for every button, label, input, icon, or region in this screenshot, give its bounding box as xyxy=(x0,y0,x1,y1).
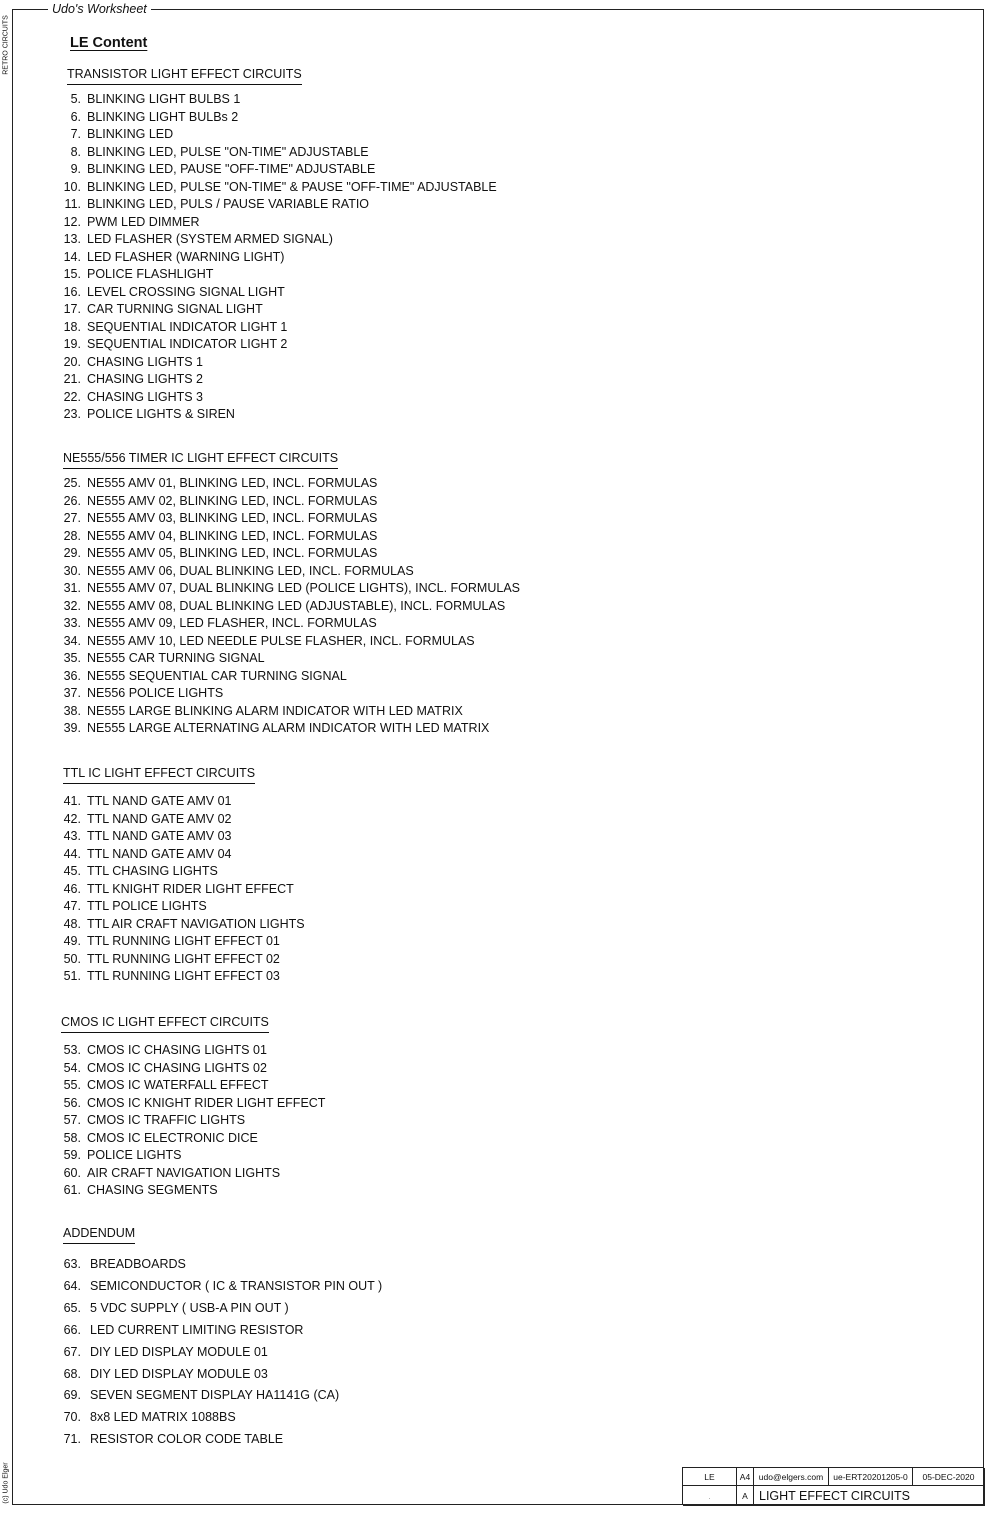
item-number: 44. xyxy=(63,846,81,861)
list-item xyxy=(62,969,280,984)
list-item xyxy=(62,917,305,932)
item-number: 23. xyxy=(63,407,81,421)
list-item xyxy=(62,794,231,809)
list-item xyxy=(62,1043,267,1058)
item-number: 39. xyxy=(63,721,81,735)
item-number: 41. xyxy=(63,794,81,808)
list-item xyxy=(62,952,280,967)
item-number: 42. xyxy=(63,811,81,826)
item-title: BLINKING LED, PAUSE "OFF-TIME" ADJUSTABLE xyxy=(87,162,376,176)
item-title: TTL RUNNING LIGHT EFFECT 02 xyxy=(87,951,280,966)
item-number: 66. xyxy=(63,1322,81,1337)
item-title: SEQUENTIAL INDICATOR LIGHT 2 xyxy=(87,337,288,351)
item-number: 34. xyxy=(63,633,81,648)
section-heading: TRANSISTOR LIGHT EFFECT CIRCUITS xyxy=(67,67,302,85)
item-number: 57. xyxy=(63,1113,81,1127)
item-number: 48. xyxy=(63,916,81,931)
item-number: 27. xyxy=(63,511,81,525)
item-number: 6. xyxy=(70,109,81,124)
list-item xyxy=(62,829,231,844)
item-number: 67. xyxy=(63,1344,81,1359)
item-number: 29. xyxy=(63,546,81,560)
list-item xyxy=(62,1410,236,1425)
list-item xyxy=(62,1432,283,1447)
section-heading: CMOS IC LIGHT EFFECT CIRCUITS xyxy=(61,1015,269,1033)
list-item xyxy=(62,145,369,160)
item-number: 43. xyxy=(63,829,81,843)
list-item xyxy=(62,1323,303,1338)
item-number: 59. xyxy=(63,1148,81,1162)
item-title: TTL CHASING LIGHTS xyxy=(87,864,218,878)
list-item xyxy=(62,1148,181,1163)
item-title: NE555 AMV 08, DUAL BLINKING LED (ADJUSTABLE), INCL. FORMULAS xyxy=(87,598,506,613)
list-item xyxy=(62,1078,269,1093)
item-title: NE555 CAR TURNING SIGNAL xyxy=(87,651,265,665)
item-number: 5. xyxy=(70,92,81,106)
item-number: 71. xyxy=(63,1432,81,1447)
page-title: LE Content xyxy=(70,35,148,51)
list-item xyxy=(62,180,497,195)
list-item xyxy=(62,1367,268,1382)
item-title: LED FLASHER (WARNING LIGHT) xyxy=(87,249,285,264)
list-item xyxy=(62,494,377,509)
item-number: 45. xyxy=(63,864,81,878)
item-title: TTL NAND GATE AMV 01 xyxy=(87,794,232,808)
item-title: DIY LED DISPLAY MODULE 01 xyxy=(90,1344,268,1359)
item-number: 68. xyxy=(63,1366,81,1381)
list-item xyxy=(62,92,240,107)
item-title: NE555 AMV 04, BLINKING LED, INCL. FORMULAS xyxy=(87,528,378,543)
item-number: 47. xyxy=(63,899,81,913)
list-item xyxy=(62,267,213,282)
list-item xyxy=(62,1131,258,1146)
item-number: 21. xyxy=(63,372,81,386)
item-title: TTL NAND GATE AMV 03 xyxy=(87,829,232,843)
item-title: NE555 AMV 03, BLINKING LED, INCL. FORMULAS xyxy=(87,511,378,525)
title-block-revision: A xyxy=(737,1486,754,1506)
item-title: POLICE LIGHTS xyxy=(87,1148,182,1162)
list-item xyxy=(62,127,173,142)
item-number: 25. xyxy=(63,476,81,490)
list-item xyxy=(62,704,463,719)
title-block-date: 05-DEC-2020 xyxy=(913,1468,985,1486)
item-title: BLINKING LED xyxy=(87,127,174,141)
list-item xyxy=(62,390,203,405)
item-title: NE555 SEQUENTIAL CAR TURNING SIGNAL xyxy=(87,668,347,683)
list-item xyxy=(62,1096,325,1111)
item-title: BLINKING LED, PULSE "ON-TIME" ADJUSTABLE xyxy=(87,144,369,159)
list-item xyxy=(62,1113,245,1128)
section-heading: NE555/556 TIMER IC LIGHT EFFECT CIRCUITS xyxy=(63,451,338,469)
item-number: 63. xyxy=(63,1257,81,1271)
list-item xyxy=(62,899,207,914)
item-title: BLINKING LED, PULSE "ON-TIME" & PAUSE "OFF-TIME" ADJUSTABLE xyxy=(87,179,497,194)
item-title: NE555 LARGE ALTERNATING ALARM INDICATOR WITH LED MATRIX xyxy=(87,721,490,735)
item-title: DIY LED DISPLAY MODULE 03 xyxy=(90,1366,268,1381)
item-title: CMOS IC CHASING LIGHTS 02 xyxy=(87,1060,267,1075)
item-title: TTL NAND GATE AMV 04 xyxy=(87,846,232,861)
item-title: CMOS IC TRAFFIC LIGHTS xyxy=(87,1113,246,1127)
item-title: TTL RUNNING LIGHT EFFECT 03 xyxy=(87,969,280,983)
item-number: 15. xyxy=(63,267,81,281)
item-number: 53. xyxy=(63,1043,81,1057)
item-title: SEMICONDUCTOR ( IC & TRANSISTOR PIN OUT ) xyxy=(90,1278,383,1293)
item-title: BLINKING LIGHT BULBs 2 xyxy=(87,109,239,124)
list-item xyxy=(62,847,231,862)
item-title: CMOS IC WATERFALL EFFECT xyxy=(87,1078,269,1092)
list-item xyxy=(62,476,377,491)
item-title: CMOS IC CHASING LIGHTS 01 xyxy=(87,1043,267,1057)
item-number: 46. xyxy=(63,881,81,896)
item-title: SEQUENTIAL INDICATOR LIGHT 1 xyxy=(87,319,288,334)
item-number: 18. xyxy=(63,319,81,334)
item-title: NE556 POLICE LIGHTS xyxy=(87,686,224,700)
frame-title: Udo's Worksheet xyxy=(48,2,151,16)
list-item xyxy=(62,1345,268,1360)
item-title: BLINKING LIGHT BULBS 1 xyxy=(87,92,241,106)
list-item xyxy=(62,302,263,317)
item-title: 8x8 LED MATRIX 1088BS xyxy=(90,1410,236,1425)
item-title: CHASING LIGHTS 1 xyxy=(87,354,203,369)
item-number: 70. xyxy=(63,1410,81,1425)
title-block-email: udo@elgers.com xyxy=(754,1468,829,1486)
item-number: 58. xyxy=(63,1130,81,1145)
list-item xyxy=(62,651,265,666)
list-item xyxy=(62,197,369,212)
list-item xyxy=(62,1301,289,1316)
item-number: 10. xyxy=(63,179,81,194)
item-number: 51. xyxy=(63,969,81,983)
item-number: 35. xyxy=(63,651,81,665)
item-title: NE555 AMV 01, BLINKING LED, INCL. FORMULAS xyxy=(87,476,378,490)
item-number: 11. xyxy=(64,197,81,211)
item-title: NE555 AMV 02, BLINKING LED, INCL. FORMULAS xyxy=(87,493,378,508)
list-item xyxy=(62,285,285,300)
item-title: NE555 AMV 07, DUAL BLINKING LED (POLICE LIGHTS), INCL. FORMULAS xyxy=(87,581,520,595)
item-title: AIR CRAFT NAVIGATION LIGHTS xyxy=(87,1165,281,1180)
item-title: NE555 LARGE BLINKING ALARM INDICATOR WITH LED MATRIX xyxy=(87,703,463,718)
item-number: 12. xyxy=(63,214,81,229)
item-title: TTL NAND GATE AMV 02 xyxy=(87,811,232,826)
item-title: CHASING LIGHTS 2 xyxy=(87,372,203,386)
list-item xyxy=(62,1279,382,1294)
item-title: POLICE FLASHLIGHT xyxy=(87,267,214,281)
item-title: RESISTOR COLOR CODE TABLE xyxy=(90,1432,284,1447)
title-block-title: LIGHT EFFECT CIRCUITS xyxy=(754,1486,985,1506)
item-number: 54. xyxy=(63,1060,81,1075)
list-item xyxy=(62,564,414,579)
list-item xyxy=(62,599,505,614)
item-number: 13. xyxy=(63,232,81,246)
item-number: 55. xyxy=(63,1078,81,1092)
item-number: 32. xyxy=(63,598,81,613)
title-block xyxy=(682,1467,984,1505)
list-item xyxy=(62,812,231,827)
item-title: CMOS IC KNIGHT RIDER LIGHT EFFECT xyxy=(87,1095,326,1110)
item-number: 31. xyxy=(63,581,81,595)
list-item xyxy=(62,1061,267,1076)
list-item xyxy=(62,355,203,370)
item-title: CAR TURNING SIGNAL LIGHT xyxy=(87,302,263,316)
item-number: 19. xyxy=(63,337,81,351)
section-heading: ADDENDUM xyxy=(63,1226,135,1244)
list-item xyxy=(62,511,377,526)
item-title: LED CURRENT LIMITING RESISTOR xyxy=(90,1322,304,1337)
list-item xyxy=(62,529,377,544)
title-block-size: A4 xyxy=(737,1468,754,1486)
list-item xyxy=(62,1257,186,1272)
item-number: 30. xyxy=(63,563,81,578)
item-number: 9. xyxy=(70,162,81,176)
list-item xyxy=(62,864,218,879)
item-title: PWM LED DIMMER xyxy=(87,214,200,229)
title-block-sheet: . xyxy=(683,1486,737,1506)
item-number: 14. xyxy=(63,249,81,264)
item-title: NE555 AMV 10, LED NEEDLE PULSE FLASHER, INCL. FORMULAS xyxy=(87,633,475,648)
list-item xyxy=(62,1183,218,1198)
section-heading: TTL IC LIGHT EFFECT CIRCUITS xyxy=(63,766,255,784)
item-number: 56. xyxy=(63,1095,81,1110)
item-number: 38. xyxy=(63,703,81,718)
list-item xyxy=(62,581,520,596)
item-title: 5 VDC SUPPLY ( USB-A PIN OUT ) xyxy=(90,1300,289,1315)
item-number: 60. xyxy=(63,1165,81,1180)
item-number: 37. xyxy=(63,686,81,700)
list-item xyxy=(62,686,223,701)
side-label-top: RETRO CIRCUITS xyxy=(2,15,10,75)
list-item xyxy=(62,232,333,247)
list-item xyxy=(62,546,377,561)
item-number: 61. xyxy=(63,1183,81,1197)
item-number: 28. xyxy=(63,528,81,543)
item-title: SEVEN SEGMENT DISPLAY HA1141G (CA) xyxy=(90,1388,340,1403)
item-number: 26. xyxy=(63,493,81,508)
list-item xyxy=(62,721,489,736)
item-number: 17. xyxy=(63,302,81,316)
title-block-code: LE xyxy=(683,1468,737,1486)
list-item xyxy=(62,215,200,230)
list-item xyxy=(62,882,294,897)
item-number: 49. xyxy=(63,934,81,948)
item-title: TTL RUNNING LIGHT EFFECT 01 xyxy=(87,934,280,948)
title-block-doc-id: ue-ERT20201205-0 xyxy=(829,1468,913,1486)
item-number: 20. xyxy=(63,354,81,369)
item-number: 22. xyxy=(63,389,81,404)
list-item xyxy=(62,934,280,949)
item-number: 16. xyxy=(63,284,81,299)
item-title: LED FLASHER (SYSTEM ARMED SIGNAL) xyxy=(87,232,333,246)
item-title: CHASING LIGHTS 3 xyxy=(87,389,203,404)
item-number: 8. xyxy=(70,144,81,159)
item-title: NE555 AMV 09, LED FLASHER, INCL. FORMULAS xyxy=(87,616,377,630)
list-item xyxy=(62,337,287,352)
item-number: 65. xyxy=(63,1300,81,1315)
item-title: NE555 AMV 06, DUAL BLINKING LED, INCL. FORMULAS xyxy=(87,563,414,578)
item-title: POLICE LIGHTS & SIREN xyxy=(87,407,235,421)
item-number: 64. xyxy=(63,1278,81,1293)
item-number: 33. xyxy=(63,616,81,630)
list-item xyxy=(62,1388,339,1403)
item-title: CMOS IC ELECTRONIC DICE xyxy=(87,1130,258,1145)
list-item xyxy=(62,634,475,649)
item-number: 36. xyxy=(63,668,81,683)
list-item xyxy=(62,616,377,631)
list-item xyxy=(62,372,203,387)
item-title: TTL POLICE LIGHTS xyxy=(87,899,207,913)
list-item xyxy=(62,110,238,125)
item-title: BREADBOARDS xyxy=(90,1257,186,1271)
list-item xyxy=(62,407,235,422)
list-item xyxy=(62,162,375,177)
list-item xyxy=(62,669,347,684)
item-title: LEVEL CROSSING SIGNAL LIGHT xyxy=(87,284,285,299)
item-title: TTL AIR CRAFT NAVIGATION LIGHTS xyxy=(87,916,305,931)
list-item xyxy=(62,320,287,335)
item-title: TTL KNIGHT RIDER LIGHT EFFECT xyxy=(87,881,294,896)
item-title: NE555 AMV 05, BLINKING LED, INCL. FORMULAS xyxy=(87,546,378,560)
item-title: BLINKING LED, PULS / PAUSE VARIABLE RATIO xyxy=(87,197,370,211)
item-number: 7. xyxy=(70,127,81,141)
side-label-bottom: (c) Udo Elger xyxy=(2,1462,10,1504)
item-number: 50. xyxy=(63,951,81,966)
list-item xyxy=(62,250,284,265)
item-title: CHASING SEGMENTS xyxy=(87,1183,218,1197)
item-number: 69. xyxy=(63,1388,81,1403)
list-item xyxy=(62,1166,280,1181)
